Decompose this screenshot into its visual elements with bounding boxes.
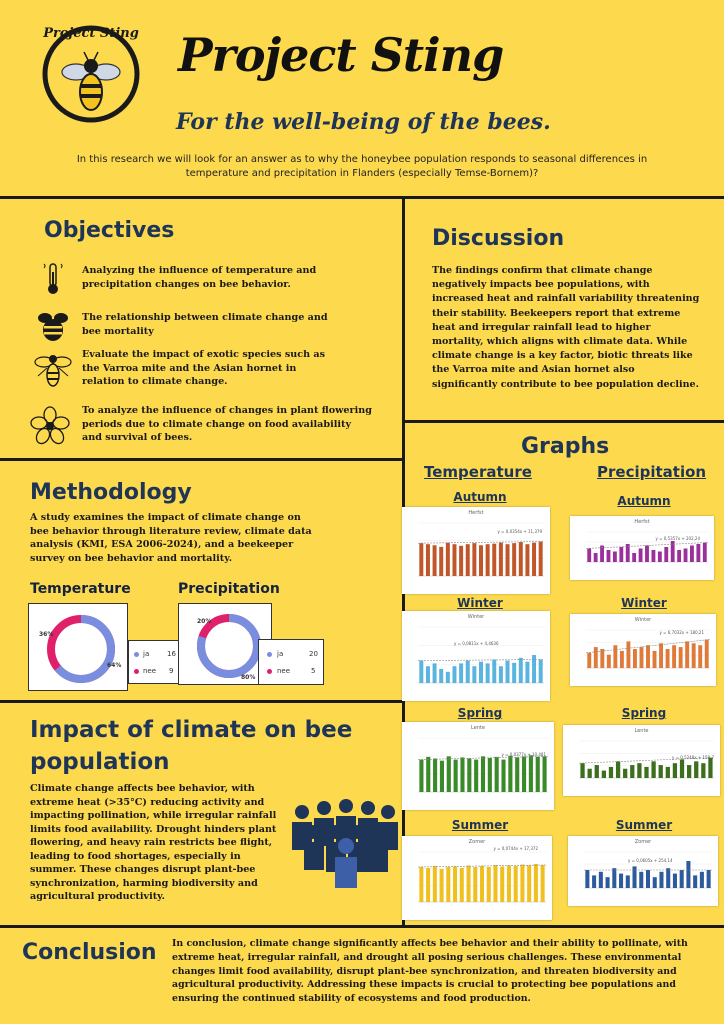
chart-trend-equation: y = 6,7032x + 180,21 — [659, 630, 704, 635]
divider — [404, 420, 724, 423]
chart-title: Herfst — [468, 510, 484, 516]
chart-bar — [507, 866, 511, 903]
chart-bar — [637, 763, 641, 778]
chart-bar — [460, 757, 464, 792]
chart-trend-equation: y = 0,0744x + 17,372 — [493, 846, 538, 851]
chart-bar — [653, 877, 657, 888]
impact-heading: Impact of climate on bee population — [30, 717, 353, 775]
chart-bar — [633, 649, 637, 668]
chart-bar — [474, 760, 478, 792]
bee-icon — [37, 308, 69, 346]
graphs-heading: Graphs — [521, 434, 610, 459]
chart-bar — [433, 545, 437, 576]
chart-bar — [440, 869, 444, 902]
chart-bar — [664, 547, 668, 562]
logo — [34, 14, 148, 128]
chart-bar — [473, 867, 477, 902]
chart-bar — [693, 875, 697, 888]
chart-bar — [599, 872, 603, 888]
chart-bar — [613, 645, 617, 668]
discussion-heading: Discussion — [432, 226, 565, 251]
conclusion-heading: Conclusion — [22, 940, 157, 965]
chart-bar — [472, 666, 476, 683]
donut-label-ja: 64% — [107, 662, 122, 669]
chart-bar — [525, 544, 529, 576]
chart-bar — [493, 865, 497, 902]
legend-label-nee: nee — [277, 667, 291, 675]
chart-bar — [454, 760, 458, 792]
donut-label-nee: 20% — [197, 618, 212, 625]
chart-bar — [446, 672, 450, 683]
conclusion-text: In conclusion, climate change significantly affects bee behavior and their ability to pollinate, with extreme heat, irregular rainfall, and drought all posing serious challenges. These environmental changes limit food availability, disrupt plant-bee synchronization, and threaten biodiversity and agricultural productivity. Addressing these impacts is crucial to protecting bee populations and ensuring the continued stability of ecosystems and food production. — [172, 938, 688, 1005]
divider — [0, 700, 402, 703]
chart-bar — [486, 663, 490, 683]
chart-bar — [519, 658, 523, 683]
objective-text: The relationship between climate change and bee mortality — [82, 312, 328, 337]
chart-bar — [680, 760, 684, 779]
divider — [0, 925, 724, 928]
chart-bar — [623, 769, 627, 778]
chart-bar — [501, 760, 505, 792]
chart-autumn-temperature — [402, 507, 550, 594]
chart-bar — [633, 866, 637, 888]
chart-bar — [419, 543, 423, 576]
chart-title: Zomer — [468, 839, 486, 845]
chart-bar — [592, 875, 596, 888]
chart-bar — [639, 549, 643, 563]
legend-count-ja: 16 — [167, 650, 176, 658]
chart-bar — [707, 870, 711, 888]
chart-title: Winter — [634, 617, 652, 623]
season-label: Autumn — [617, 494, 671, 508]
chart-bar — [488, 758, 492, 792]
chart-summer-precipitation — [568, 836, 718, 906]
chart-bar — [529, 755, 533, 792]
chart-bar — [677, 550, 681, 562]
chart-bar — [620, 651, 624, 668]
chart-bar — [452, 666, 456, 683]
chart-bar — [619, 874, 623, 888]
divider — [0, 196, 724, 199]
chart-bar — [626, 641, 630, 668]
chart-bar — [651, 761, 655, 778]
chart-bar — [495, 757, 499, 792]
chart-bar — [684, 549, 688, 563]
chart-bar — [527, 866, 531, 903]
chart-bar — [639, 872, 643, 888]
legend-precipitation — [258, 639, 324, 685]
chart-spring-precipitation — [563, 725, 720, 796]
chart-bar — [426, 868, 430, 902]
graphs-col-temperature: Temperature — [424, 463, 532, 481]
chart-bar — [433, 866, 437, 902]
chart-bar — [426, 757, 430, 792]
chart-bar — [653, 651, 657, 668]
chart-bar — [632, 553, 636, 562]
chart-bar — [467, 759, 471, 792]
season-label: Summer — [451, 818, 509, 832]
chart-bar — [666, 767, 670, 778]
chart-bar — [522, 756, 526, 792]
objectives-heading: Objectives — [44, 218, 175, 243]
impact-text: Climate change affects bee behavior, with extreme heat (>35°C) reducing activity and impacting pollination, while irregular rainfall limits food availability. Drought hinders plant flowering, and heavy rain restricts bee flight, leading to food shortages, especially in summer. These changes disrupt plant-bee synchronization, harming biodiversity and agricultural productivity. — [30, 783, 277, 902]
chart-bar — [499, 666, 503, 683]
donut-label-ja: 80% — [241, 674, 256, 681]
chart-bar — [701, 763, 705, 778]
chart-bar — [499, 543, 503, 576]
methodology-text: A study examines the impact of climate change on bee behavior through literature review, climate data analysis (KMI, ESA 2006-2024), and a beekeeper survey on bee behavior and mortality. — [30, 512, 312, 564]
thermometer-icon — [42, 262, 64, 300]
chart-bar — [439, 669, 443, 683]
chart-bar — [447, 756, 451, 792]
legend-dot-ja — [134, 652, 139, 657]
chart-bar — [644, 767, 648, 778]
chart-bar — [479, 545, 483, 576]
chart-bar — [595, 765, 599, 778]
graphs-col-precipitation: Precipitation — [597, 463, 707, 481]
chart-bar — [419, 867, 423, 902]
chart-bar — [659, 643, 663, 668]
chart-bar — [532, 543, 536, 576]
discussion-text: The findings confirm that climate change negatively impacts bee populations, with increased heat and rainfall variability threatening their stability. Beekeepers report that extreme heat and irregular rainfall lead to higher mortality, which aligns with climate data. While climate change is a key factor, biotic threats like the Varroa mite and Asian hornet also significantly contribute to bee population decline. — [432, 265, 700, 390]
chart-winter-precipitation — [570, 614, 716, 686]
chart-bar — [645, 546, 649, 563]
chart-trendline — [418, 659, 544, 660]
chart-bar — [541, 865, 545, 902]
chart-bar — [602, 771, 606, 778]
season-label: Winter — [457, 596, 503, 610]
methodology-heading: Methodology — [30, 480, 192, 505]
divider — [0, 458, 402, 461]
chart-bar — [515, 757, 519, 792]
chart-bar — [580, 763, 584, 778]
chart-bar — [486, 544, 490, 576]
chart-bar — [588, 769, 592, 778]
chart-bar — [508, 756, 512, 792]
chart-bar — [453, 867, 457, 903]
chart-trend-equation: y = 0,0377x + 10,481 — [501, 752, 546, 757]
chart-winter-temperature — [402, 611, 550, 701]
chart-bar — [686, 861, 690, 888]
chart-bar — [626, 875, 630, 888]
legend-count-ja: 20 — [309, 650, 318, 658]
chart-bar — [525, 662, 529, 683]
flower-icon — [30, 406, 70, 450]
chart-bar — [666, 649, 670, 668]
chart-bar — [619, 547, 623, 562]
chart-bar — [519, 542, 523, 576]
chart-bar — [520, 865, 524, 903]
legend-label-nee: nee — [143, 667, 157, 675]
chart-bar — [672, 645, 676, 668]
chart-spring-temperature — [402, 722, 554, 810]
chart-bar — [679, 647, 683, 668]
chart-title: Lente — [471, 725, 485, 731]
donut-label-nee: 36% — [39, 631, 54, 638]
legend-temperature — [128, 640, 180, 684]
season-label: Autumn — [453, 490, 507, 504]
season-label: Spring — [457, 706, 503, 720]
chart-trend-equation: y = 0,0354x + 11,379 — [497, 529, 542, 534]
chart-bar — [658, 552, 662, 563]
legend-dot-ja — [267, 652, 272, 657]
season-label: Spring — [621, 706, 667, 720]
chart-bar — [587, 549, 591, 563]
chart-bar — [687, 765, 691, 778]
chart-bar — [452, 544, 456, 576]
chart-bar — [651, 550, 655, 562]
chart-trend-equation: y = 0,0811x + 4,4636 — [454, 641, 499, 646]
chart-bar — [446, 867, 450, 902]
chart-bar — [680, 870, 684, 888]
legend-dot-nee — [134, 669, 139, 674]
chart-bar — [534, 864, 538, 902]
chart-bar — [607, 550, 611, 562]
chart-bar — [703, 543, 707, 563]
chart-bar — [439, 547, 443, 576]
chart-title: Zomer — [634, 839, 652, 845]
page-title: Project Sting — [178, 28, 504, 82]
chart-title: Winter — [467, 614, 485, 620]
chart-bar — [539, 542, 543, 576]
chart-bar — [459, 663, 463, 683]
chart-bar — [673, 874, 677, 888]
chart-bar — [480, 866, 484, 902]
chart-bar — [426, 544, 430, 576]
chart-trendline — [418, 542, 544, 544]
chart-bar — [659, 765, 663, 778]
chart-bar — [612, 868, 616, 888]
chart-bar — [433, 663, 437, 683]
chart-autumn-precipitation — [570, 516, 714, 580]
chart-bar — [479, 662, 483, 683]
survey-label-precipitation: Precipitation — [178, 581, 280, 597]
chart-bar — [609, 767, 613, 778]
chart-bar — [472, 543, 476, 576]
chart-bar — [481, 756, 485, 792]
legend-label-ja: ja — [277, 650, 284, 658]
chart-bar — [459, 546, 463, 576]
chart-bar — [646, 645, 650, 668]
chart-bar — [692, 643, 696, 668]
logo-text: Project Sting — [43, 26, 139, 41]
chart-bar — [585, 870, 589, 888]
legend-dot-nee — [267, 669, 272, 674]
chart-title: Herfst — [634, 519, 650, 525]
chart-bar — [487, 867, 491, 902]
chart-bar — [708, 758, 712, 778]
chart-bar — [532, 655, 536, 683]
chart-title: Lente — [634, 728, 649, 734]
objective-text: Evaluate the impact of exotic species such as the Varroa mite and the Asian hornet in relation to climate change. — [82, 349, 326, 387]
chart-bar — [705, 640, 709, 669]
chart-bar — [426, 666, 430, 683]
chart-bar — [466, 661, 470, 683]
chart-bar — [613, 552, 617, 563]
chart-bar — [659, 872, 663, 888]
chart-bar — [630, 765, 634, 778]
chart-bar — [460, 868, 464, 902]
chart-bar — [640, 647, 644, 668]
page-subtitle: For the well-being of the bees. — [176, 109, 551, 135]
chart-bar — [539, 659, 543, 683]
chart-bar — [536, 757, 540, 792]
objective-text: To analyze the influence of changes in plant flowering periods due to climate change on food availability and survival of bees. — [82, 405, 372, 443]
chart-bar — [594, 553, 598, 562]
chart-bar — [694, 761, 698, 778]
chart-bar — [696, 544, 700, 562]
chart-bar — [594, 647, 598, 668]
chart-bar — [666, 868, 670, 888]
donut-chart-temperature — [28, 603, 128, 691]
chart-bar — [600, 649, 604, 668]
hornet-icon — [34, 350, 72, 392]
chart-bar — [685, 641, 689, 668]
chart-bar — [500, 867, 504, 903]
legend-label-ja: ja — [143, 650, 150, 658]
chart-bar — [466, 544, 470, 576]
chart-trend-equation: y = 0,5248x + 159,7 — [672, 755, 714, 760]
people-group-icon — [288, 792, 400, 892]
chart-bar — [512, 663, 516, 683]
intro-text: In this research we will look for an answer as to why the honeybee population responds to seasonal differences in temperature and precipitation in Flanders (especially Temse-Bornem)? — [76, 154, 648, 179]
chart-trend-equation: y = 0,5357x + 202,24 — [655, 536, 700, 541]
chart-bar — [440, 761, 444, 792]
season-label: Summer — [615, 818, 673, 832]
chart-bar — [673, 763, 677, 778]
chart-bar — [607, 655, 611, 668]
chart-trend-equation: y = 0,0605x + 254,14 — [628, 858, 673, 863]
chart-bar — [514, 866, 518, 902]
season-label: Winter — [621, 596, 667, 610]
chart-bar — [506, 661, 510, 683]
chart-bar — [700, 872, 704, 888]
chart-summer-temperature — [402, 836, 552, 920]
survey-label-temperature: Temperature — [30, 581, 131, 597]
chart-bar — [690, 546, 694, 563]
chart-bar — [506, 544, 510, 576]
chart-bar — [433, 759, 437, 792]
chart-bar — [446, 543, 450, 576]
chart-bar — [606, 877, 610, 888]
chart-bar — [616, 761, 620, 778]
chart-bar — [467, 866, 471, 903]
chart-bar — [543, 756, 547, 792]
chart-bar — [492, 544, 496, 576]
chart-bar — [419, 760, 423, 792]
legend-count-nee: 9 — [169, 667, 174, 675]
chart-bar — [512, 543, 516, 576]
objective-text: Analyzing the influence of temperature and precipitation changes on bee behavior. — [82, 265, 317, 290]
chart-bar — [419, 661, 423, 683]
chart-bar — [587, 653, 591, 668]
chart-bar — [698, 645, 702, 668]
chart-bar — [492, 659, 496, 683]
legend-count-nee: 5 — [311, 667, 316, 675]
chart-bar — [646, 870, 650, 888]
